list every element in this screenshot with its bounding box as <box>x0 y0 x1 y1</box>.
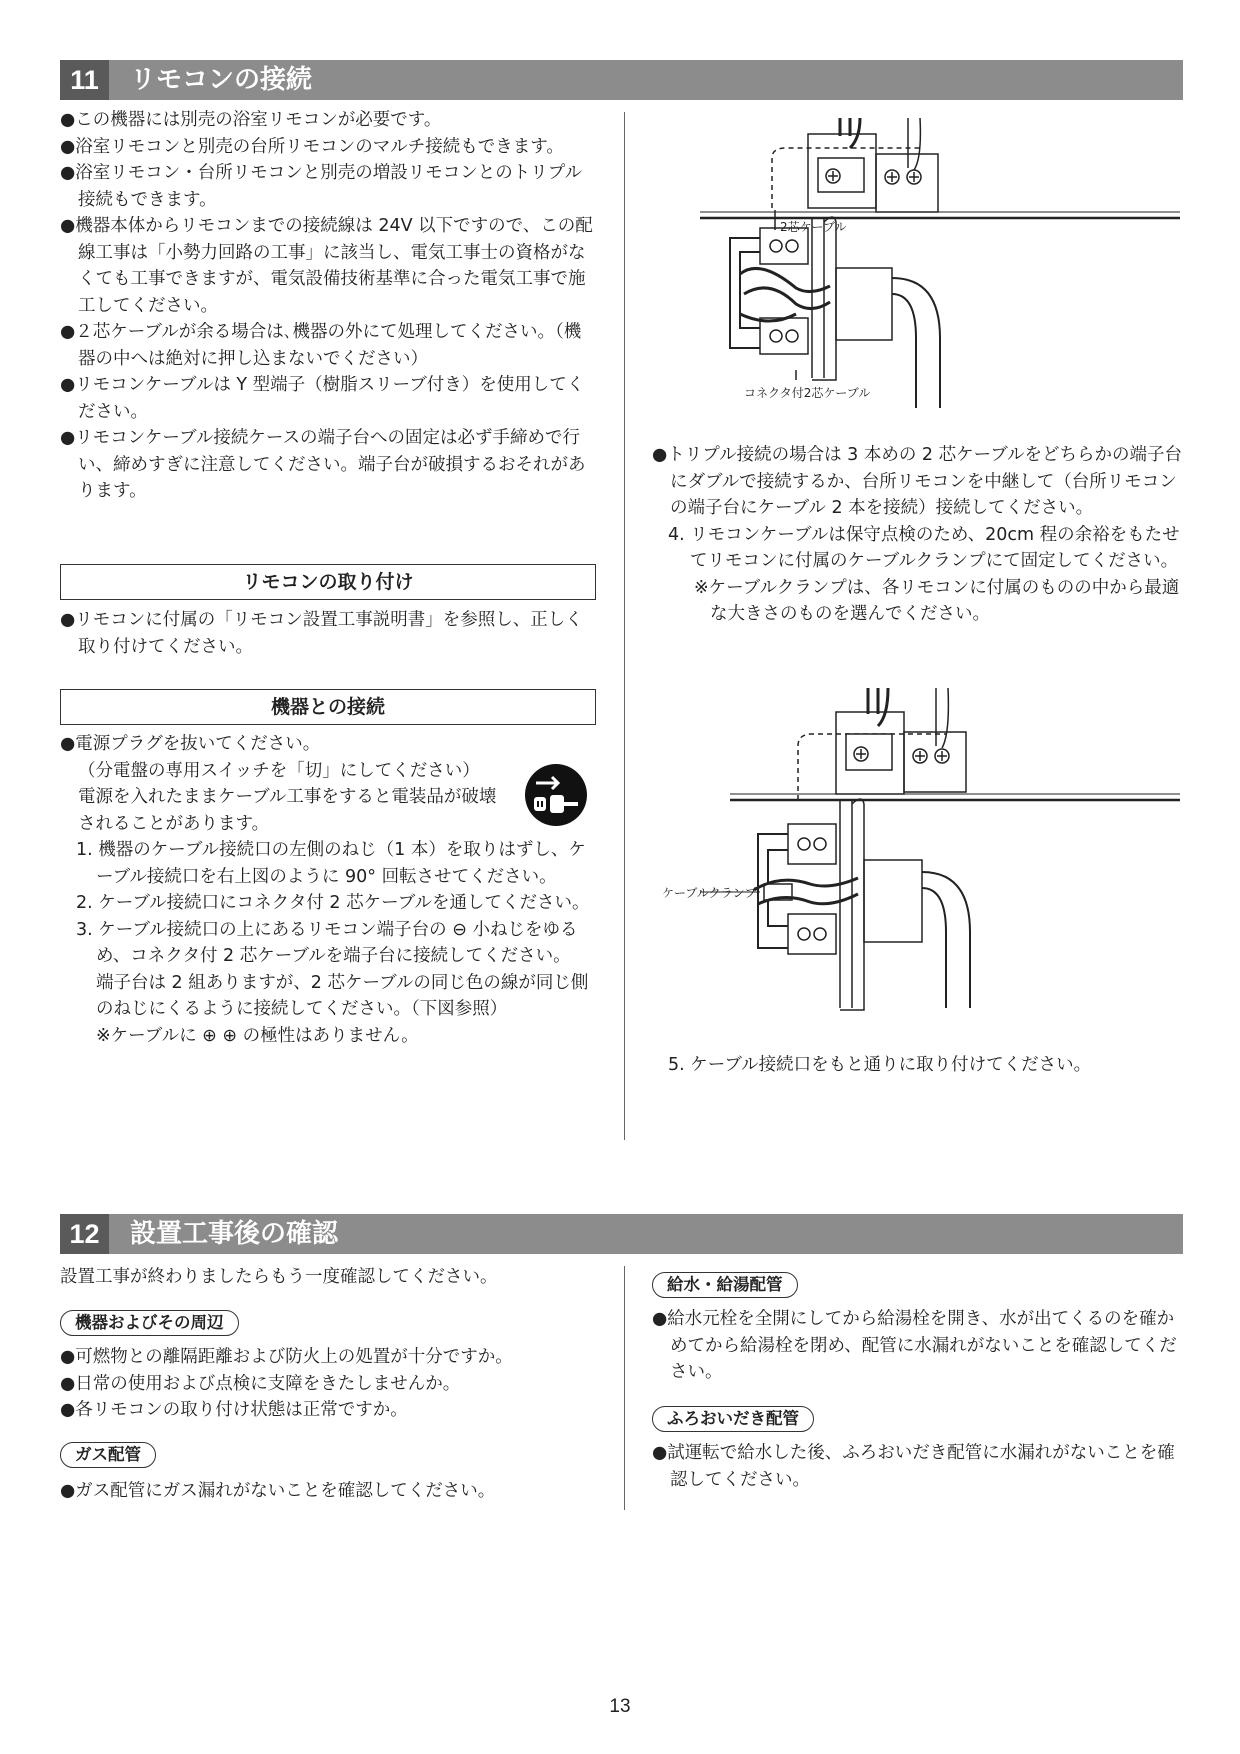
column-divider <box>624 1266 625 1510</box>
section-number: 12 <box>60 1214 109 1254</box>
bullet-item: ●日常の使用および点検に支障をきたしませんか。 <box>60 1373 461 1394</box>
unplug-warning-icon <box>524 763 588 827</box>
check-group-heading: ふろおいだき配管 <box>652 1406 814 1432</box>
check-group-heading: ガス配管 <box>60 1442 156 1468</box>
bullet-item: ●可燃物との離隔距離および防火上の処置が十分ですか。 <box>60 1347 513 1367</box>
check-group-heading: 給水・給湯配管 <box>652 1272 798 1298</box>
check-group-items <box>60 1344 600 1424</box>
plug-note: （分電盤の専用スイッチを「切」にしてください） <box>78 760 480 781</box>
section-title: 設置工事後の確認 <box>130 1219 339 1249</box>
step-item: 5. ケーブル接続口をもと通りに取り付けてください。 <box>668 1055 1092 1075</box>
step-note: ※ケーブルに ⊕ ⊕ の極性はありません。 <box>96 1025 419 1046</box>
bullet-item: ●機器本体からリモコンまでの接続線は 24V 以下ですので、この配線工事は「小勢力回路の工事」に該当し、電気工事士の資格がなくても工事できますが、電気設備技術基準に合った電気工事で施工してください。 <box>60 216 593 316</box>
step-item: 3. ケーブル接続口の上にあるリモコン端子台の ⊖ 小ねじをゆるめ、コネクタ付 2 芯ケーブルを端子台に接続してください。 <box>76 919 578 966</box>
figure-label: ケーブルクランプ <box>662 886 757 900</box>
bullet-item: ●トリプル接続の場合は 3 本めの 2 芯ケーブルをどちらかの端子台にダブルで接続するか、台所リモコンを中継して（台所リモコンの端子台にケーブル 2 本を接続）接続してください。 <box>652 445 1183 518</box>
bullet-item: ●リモコンケーブルは Y 型端子（樹脂スリーブ付き）を使用してください。 <box>60 375 585 422</box>
step-item: 4. リモコンケーブルは保守点検のため、20cm 程の余裕をもたせてリモコンに付属のケーブルクランプにて固定してください。 <box>668 524 1180 571</box>
bullet-item: ●この機器には別売の浴室リモコンが必要です。 <box>60 110 442 130</box>
bullet-item: ●浴室リモコンと別売の台所リモコンのマルチ接続もできます。 <box>60 136 564 157</box>
bullet-item: ●電源プラグを抜いてください。 <box>60 734 321 754</box>
section-number: 11 <box>60 60 109 100</box>
connect-heading: 機器との接続 <box>60 689 596 725</box>
bullet-item: ●リモコンに付属の「リモコン設置工事説明書」を参照し、正しく取り付けてください。 <box>60 610 583 657</box>
triple-connection-notes <box>652 442 1186 628</box>
step-item: 2. ケーブル接続口にコネクタ付 2 芯ケーブルを通してください。 <box>76 893 590 913</box>
figure-label: 2芯ケーブル <box>780 220 847 234</box>
connect-steps <box>60 837 600 1049</box>
section-title: リモコンの接続 <box>130 65 313 95</box>
bullet-item: ●浴室リモコン・台所リモコンと別売の増設リモコンとのトリプル接続もできます。 <box>60 163 583 210</box>
bullet-item: ●２芯ケーブルが余る場合は､機器の外にて処理してください。（機器の中へは絶対に押し込まないでください） <box>60 322 582 369</box>
check-group-items <box>60 1478 600 1505</box>
section-11-bullets <box>60 107 598 505</box>
check-group-heading: 機器およびその周辺 <box>60 1310 239 1336</box>
warning-text: 電源を入れたままケーブル工事をすると電装品が破壊されることがあります。 <box>78 787 497 834</box>
section-12-intro: 設置工事が終わりましたらもう一度確認してください。 <box>60 1267 498 1287</box>
page-number: 13 <box>609 1696 631 1717</box>
step-item: 1. 機器のケーブル接続口の左側のねじ（1 本）を取りはずし、ケーブル接続口を右上図のように 90° 回転させてください。 <box>76 840 586 887</box>
bullet-item: ●リモコンケーブル接続ケースの端子台への固定は必ず手締めで行い、締めすぎに注意してください。端子台が破損するおそれがあります。 <box>60 428 586 501</box>
install-heading: リモコンの取り付け <box>60 564 596 600</box>
column-divider <box>624 112 625 1140</box>
step-note: 端子台は 2 組ありますが、2 芯ケーブルの同じ色の線が同じ側のねじにくるように接続してください。（下図参照） <box>96 972 589 1019</box>
step-note: ※ケーブルクランプは、各リモコンに付属のものの中から最適な大きさのものを選んでください。 <box>694 577 1180 624</box>
cable-connection-figure <box>700 118 1180 418</box>
step-5 <box>652 1052 1186 1079</box>
bullet-item: ●ガス配管にガス漏れがないことを確認してください。 <box>60 1481 496 1501</box>
bullet-item: ●試運転で給水した後、ふろおいだき配管に水漏れがないことを確認してください。 <box>652 1443 1175 1490</box>
section-12-header <box>60 1214 1183 1254</box>
cable-clamp-figure <box>660 688 1180 1028</box>
bullet-item: ●給水元栓を全開にしてから給湯栓を開き、水が出てくるのを確かめてから給湯栓を閉め、配管に水漏れがないことを確認してください。 <box>652 1309 1177 1382</box>
connect-plug-block <box>60 731 500 837</box>
install-text <box>60 607 598 660</box>
check-group-items <box>652 1440 1186 1493</box>
figure-label: コネクタ付2芯ケーブル <box>744 386 871 400</box>
section-11-header <box>60 60 1183 100</box>
bullet-item: ●各リモコンの取り付け状態は正常ですか。 <box>60 1400 408 1420</box>
check-group-items <box>652 1306 1186 1386</box>
